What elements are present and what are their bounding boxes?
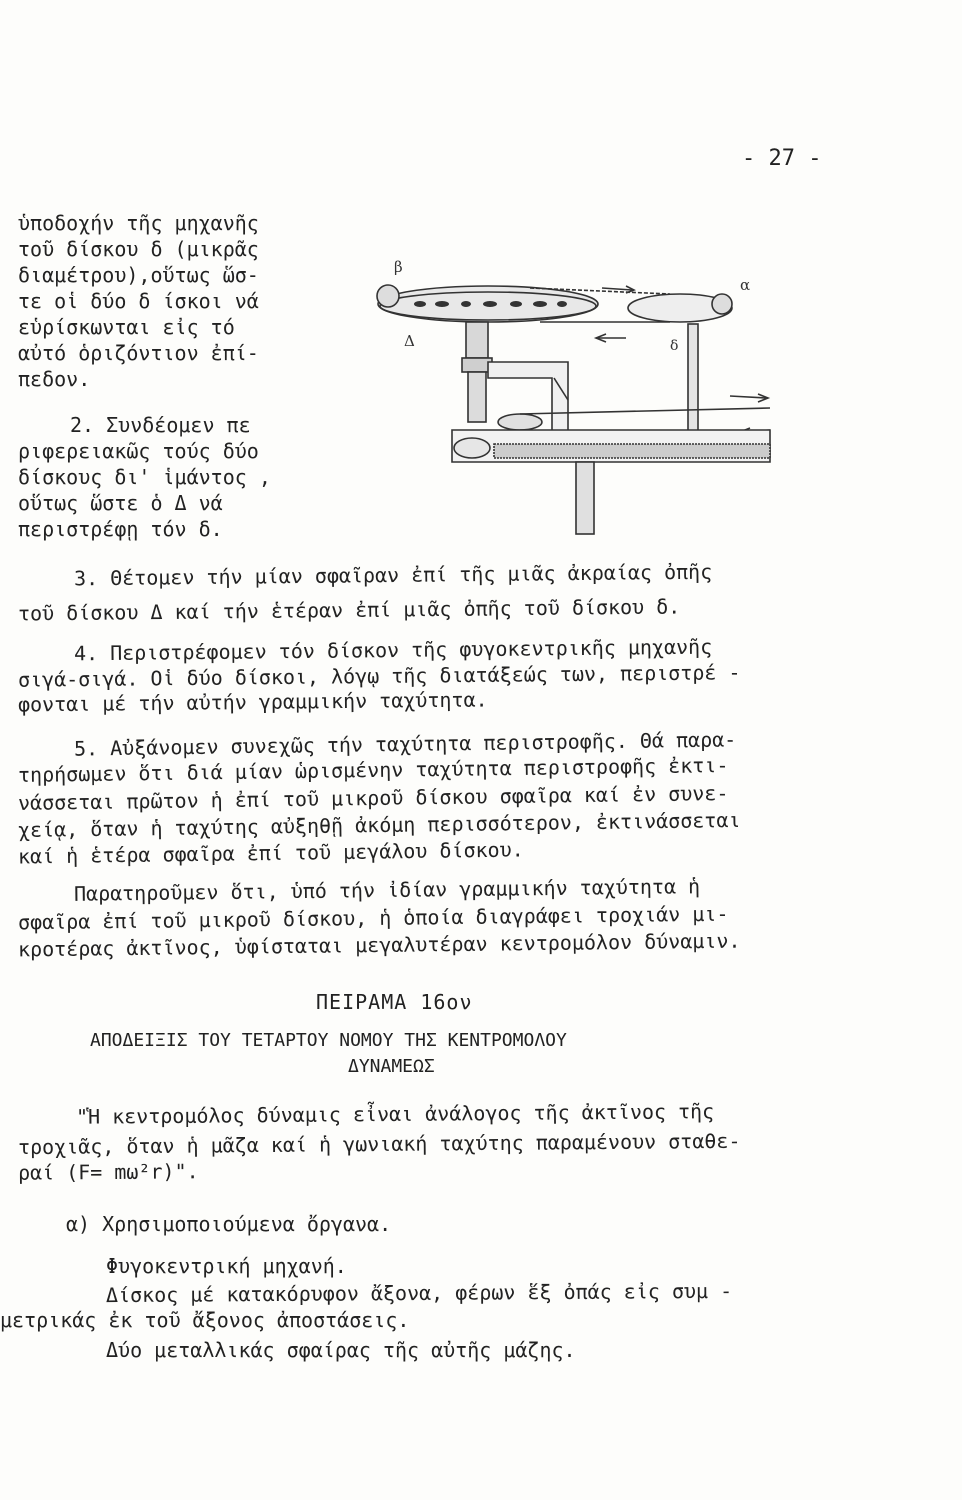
step-4-line: 4. Περιστρέφομεν τόν δίσκον τῆς φυγοκεντρικῆς μηχανῆς bbox=[73, 634, 713, 666]
instrument-line: Δύο μεταλλικάς σφαίρας τῆς αὐτῆς μάζης. bbox=[106, 1338, 576, 1362]
step-4-line: σιγά-σιγά. Οἱ δύο δίσκοι, λόγῳ τῆς διατάξεώς των, περιστρέ - bbox=[17, 660, 741, 692]
label-small-delta: δ bbox=[670, 338, 679, 354]
text-line: διαμέτρου),οὕτως ὥσ- bbox=[18, 263, 259, 287]
text-line: τε οἱ δύο δ ίσκοι νά bbox=[18, 289, 259, 313]
step-2-line: περιστρέφῃ τόν δ. bbox=[18, 517, 223, 541]
law-line: "Ἡ κεντρομόλος δύναμις εἶναι ἀνάλογος τῆς ἀκτῖνος τῆς bbox=[75, 1099, 715, 1129]
instrument-line: Δίσκος μέ κατακόρυφον ἄξονα, φέρων ἕξ ὀπάς εἰς συμ - bbox=[105, 1278, 733, 1308]
law-line: ραί (F= mω²r)". bbox=[17, 1159, 199, 1185]
instruments-heading: α) Χρησιμοποιούμενα ὄργανα. bbox=[66, 1212, 392, 1236]
step-5-line: καί ἡ ἑτέρα σφαῖρα ἐπί τοῦ μεγάλου δίσκου. bbox=[17, 837, 524, 869]
ball-beta bbox=[377, 285, 399, 307]
observation-line: σφαῖρα ἐπί τοῦ μικροῦ δίσκου, ἡ ὁποία διαγράφει τροχιάν μι- bbox=[17, 901, 729, 935]
instrument-line: Φυγοκεντρική μηχανή. bbox=[106, 1254, 347, 1278]
step-3-line: 3. Θέτομεν τήν μίαν σφαῖραν ἐπί τῆς μιᾶς ἀκραίας ὀπῆς bbox=[73, 559, 713, 591]
text-line: εὑρίσκωνται εἰς τό bbox=[18, 315, 235, 339]
experiment-title: ΠΕΙΡΑΜΑ 16ον bbox=[316, 990, 473, 1014]
observation-line: Παρατηροῦμεν ὅτι, ὑπό τήν ἰδίαν γραμμικήν ταχύτητα ἡ bbox=[73, 874, 701, 906]
label-alpha: α bbox=[740, 276, 751, 294]
centrifugal-machine-figure bbox=[370, 258, 782, 550]
ball-alpha bbox=[712, 294, 732, 314]
observation-line: κροτέρας ἀκτῖνος, ὑφίσταται μεγαλυτέραν κεντρομόλον δύναμιν. bbox=[17, 928, 741, 962]
page-number: - 27 - bbox=[742, 146, 822, 171]
step-2-line: ριφερειακῶς τούς δύο bbox=[18, 439, 259, 463]
law-line: τροχιᾶς, ὅταν ἡ μᾶζα καί ἡ γωνιακή ταχύτης παραμένουν σταθε- bbox=[17, 1128, 741, 1160]
label-large-delta: Δ bbox=[404, 332, 415, 350]
proof-title-line-1: ΑΠΟΔΕΙΞΙΣ ΤΟΥ ΤΕΤΑΡΤΟΥ ΝΟΜΟΥ ΤΗΣ ΚΕΝΤΡΟΜΟΛΟΥ bbox=[90, 1030, 567, 1051]
text-line: πεδον. bbox=[18, 367, 91, 391]
intro-column bbox=[18, 210, 308, 542]
step-5-line: χείᾳ, ὅταν ἡ ταχύτης αὐξηθῇ ἀκόμη περισσότερον, ἐκτινάσσεται bbox=[17, 807, 741, 843]
step-4-line: φονται μέ τήν αὐτήν γραμμικήν ταχύτητα. bbox=[17, 687, 488, 717]
proof-title-line-2: ΔΥΝΑΜΕΩΣ bbox=[348, 1056, 435, 1077]
step-5-line: τηρήσωμεν ὅτι διά μίαν ὡρισμένην ταχύτητα περιστροφῆς ἐκτι- bbox=[17, 753, 729, 787]
text-line: ὑποδοχήν τῆς μηχανῆς bbox=[18, 211, 259, 235]
text-line: τοῦ δίσκου δ (μικρᾶς bbox=[18, 237, 259, 261]
step-2-line: 2. Συνδέομεν πε bbox=[70, 413, 251, 437]
step-2-line: δίσκους δι' ἱμάντος , bbox=[18, 465, 271, 489]
step-2-line: οὕτως ὥστε ὁ Δ νά bbox=[18, 491, 223, 515]
step-5-line: 5. Αὐξάνομεν συνεχῶς τήν ταχύτητα περιστροφῆς. Θά παρα- bbox=[73, 727, 737, 761]
text-line: αὐτό ὁριζόντιον ἐπί- bbox=[18, 341, 259, 365]
label-beta: β bbox=[394, 258, 403, 276]
step-3-line: τοῦ δίσκου Δ καί τήν ἑτέραν ἐπί μιᾶς ὀπῆς τοῦ δίσκου δ. bbox=[17, 594, 681, 626]
step-5-line: νάσσεται πρῶτον ἡ ἐπί τοῦ μικροῦ δίσκου σφαῖρα καί ἐν συνε- bbox=[17, 781, 729, 815]
instrument-line: μετρικάς ἐκ τοῦ ἄξονος ἀποστάσεις. bbox=[0, 1308, 410, 1332]
